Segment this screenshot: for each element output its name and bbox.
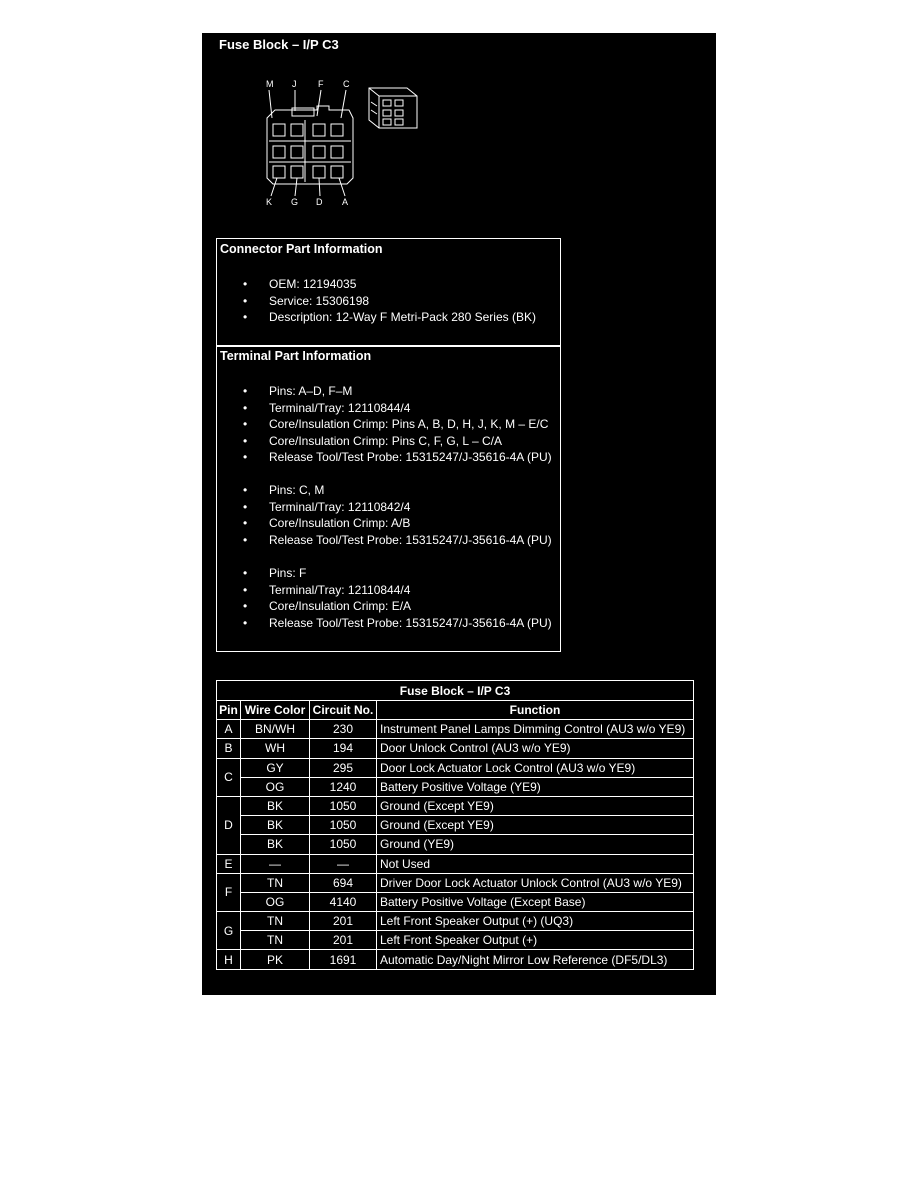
pin-cell: F [217,873,241,911]
circuit-cell: 1691 [310,950,377,969]
circuit-cell: 295 [310,758,377,777]
wire-color-cell: BK [241,835,310,854]
circuit-cell: 1240 [310,777,377,796]
pin-cell: A [217,720,241,739]
table-row [217,796,694,815]
pin-label: D [316,197,323,207]
terminal-group [217,565,560,631]
terminal-group [217,383,560,466]
circuit-cell: 1050 [310,796,377,815]
list-item: • Release Tool/Test Probe: 15315247/J-35616-4A (PU) [217,532,560,549]
pin-cell: B [217,739,241,758]
list-item: • Terminal/Tray: 12110844/4 [217,582,560,599]
pin-cell: C [217,758,241,796]
document-panel [202,33,716,995]
circuit-cell: 201 [310,931,377,950]
function-cell: Ground (Except YE9) [377,796,694,815]
circuit-cell: 201 [310,912,377,931]
table-row [217,873,694,892]
pin-cell: H [217,950,241,969]
table-row [217,835,694,854]
wire-color-cell: — [241,854,310,873]
wire-color-cell: BK [241,796,310,815]
connector-info-list [217,276,560,326]
pin-label: A [342,197,349,207]
function-cell: Ground (Except YE9) [377,816,694,835]
wire-color-cell: OG [241,892,310,911]
terminal-group [217,482,560,548]
pin-label: M [266,79,274,89]
circuit-cell: 230 [310,720,377,739]
table-row [217,720,694,739]
pin-label: G [291,197,299,207]
list-item: • Core/Insulation Crimp: E/A [217,598,560,615]
terminal-part-info [216,345,561,652]
wire-color-cell: TN [241,873,310,892]
function-cell: Not Used [377,854,694,873]
wire-color-cell: TN [241,931,310,950]
column-header: Wire Color [241,701,310,720]
pin-cell: E [217,854,241,873]
pin-cell: G [217,912,241,950]
list-item: • Pins: F [217,565,560,582]
table-row [217,739,694,758]
table-row [217,777,694,796]
list-item: • Terminal/Tray: 12110842/4 [217,499,560,516]
circuit-cell: — [310,854,377,873]
list-item: • Core/Insulation Crimp: Pins C, F, G, L – C/A [217,433,560,450]
circuit-cell: 694 [310,873,377,892]
list-item: • Service: 15306198 [217,293,560,310]
table-row [217,854,694,873]
terminal-info-title: Terminal Part Information [220,349,372,363]
function-cell: Door Lock Actuator Lock Control (AU3 w/o YE9) [377,758,694,777]
function-cell: Driver Door Lock Actuator Unlock Control (AU3 w/o YE9) [377,873,694,892]
table-title: Fuse Block – I/P C3 [217,681,694,701]
circuit-cell: 1050 [310,835,377,854]
wire-color-cell: OG [241,777,310,796]
function-cell: Door Unlock Control (AU3 w/o YE9) [377,739,694,758]
function-cell: Automatic Day/Night Mirror Low Reference (DF5/DL3) [377,950,694,969]
pin-label: J [292,79,297,89]
list-item: • Pins: A–D, F–M [217,383,560,400]
wire-color-cell: PK [241,950,310,969]
pin-cell: D [217,796,241,854]
circuit-cell: 1050 [310,816,377,835]
list-item: • Core/Insulation Crimp: A/B [217,515,560,532]
list-item: • Pins: C, M [217,482,560,499]
table-row [217,816,694,835]
column-header: Circuit No. [310,701,377,720]
column-header: Pin [217,701,241,720]
wire-color-cell: WH [241,739,310,758]
column-header: Function [377,701,694,720]
table-row [217,931,694,950]
pin-label: K [266,197,273,207]
function-cell: Left Front Speaker Output (+) [377,931,694,950]
pin-label: F [318,79,324,89]
function-cell: Instrument Panel Lamps Dimming Control (AU3 w/o YE9) [377,720,694,739]
circuit-cell: 194 [310,739,377,758]
connector-part-info [216,238,561,347]
table-row [217,892,694,911]
wire-color-cell: BK [241,816,310,835]
list-item: • Release Tool/Test Probe: 15315247/J-35616-4A (PU) [217,615,560,632]
wire-color-cell: TN [241,912,310,931]
table-row [217,912,694,931]
connector-info-title: Connector Part Information [220,242,383,256]
function-cell: Left Front Speaker Output (+) (UQ3) [377,912,694,931]
pin-label: C [343,79,350,89]
circuit-cell: 4140 [310,892,377,911]
table-row [217,758,694,777]
table-row [217,950,694,969]
connector-diagram [257,78,437,208]
list-item: • Core/Insulation Crimp: Pins A, B, D, H, J, K, M – E/C [217,416,560,433]
list-item: • Terminal/Tray: 12110844/4 [217,400,560,417]
list-item: • OEM: 12194035 [217,276,560,293]
wire-color-cell: GY [241,758,310,777]
pinout-table [216,680,694,970]
list-item: • Release Tool/Test Probe: 15315247/J-35616-4A (PU) [217,449,560,466]
table-body [217,720,694,969]
list-item: • Description: 12-Way F Metri-Pack 280 Series (BK) [217,309,560,326]
function-cell: Battery Positive Voltage (Except Base) [377,892,694,911]
function-cell: Battery Positive Voltage (YE9) [377,777,694,796]
wire-color-cell: BN/WH [241,720,310,739]
function-cell: Ground (YE9) [377,835,694,854]
page-title: Fuse Block – I/P C3 [219,37,339,52]
